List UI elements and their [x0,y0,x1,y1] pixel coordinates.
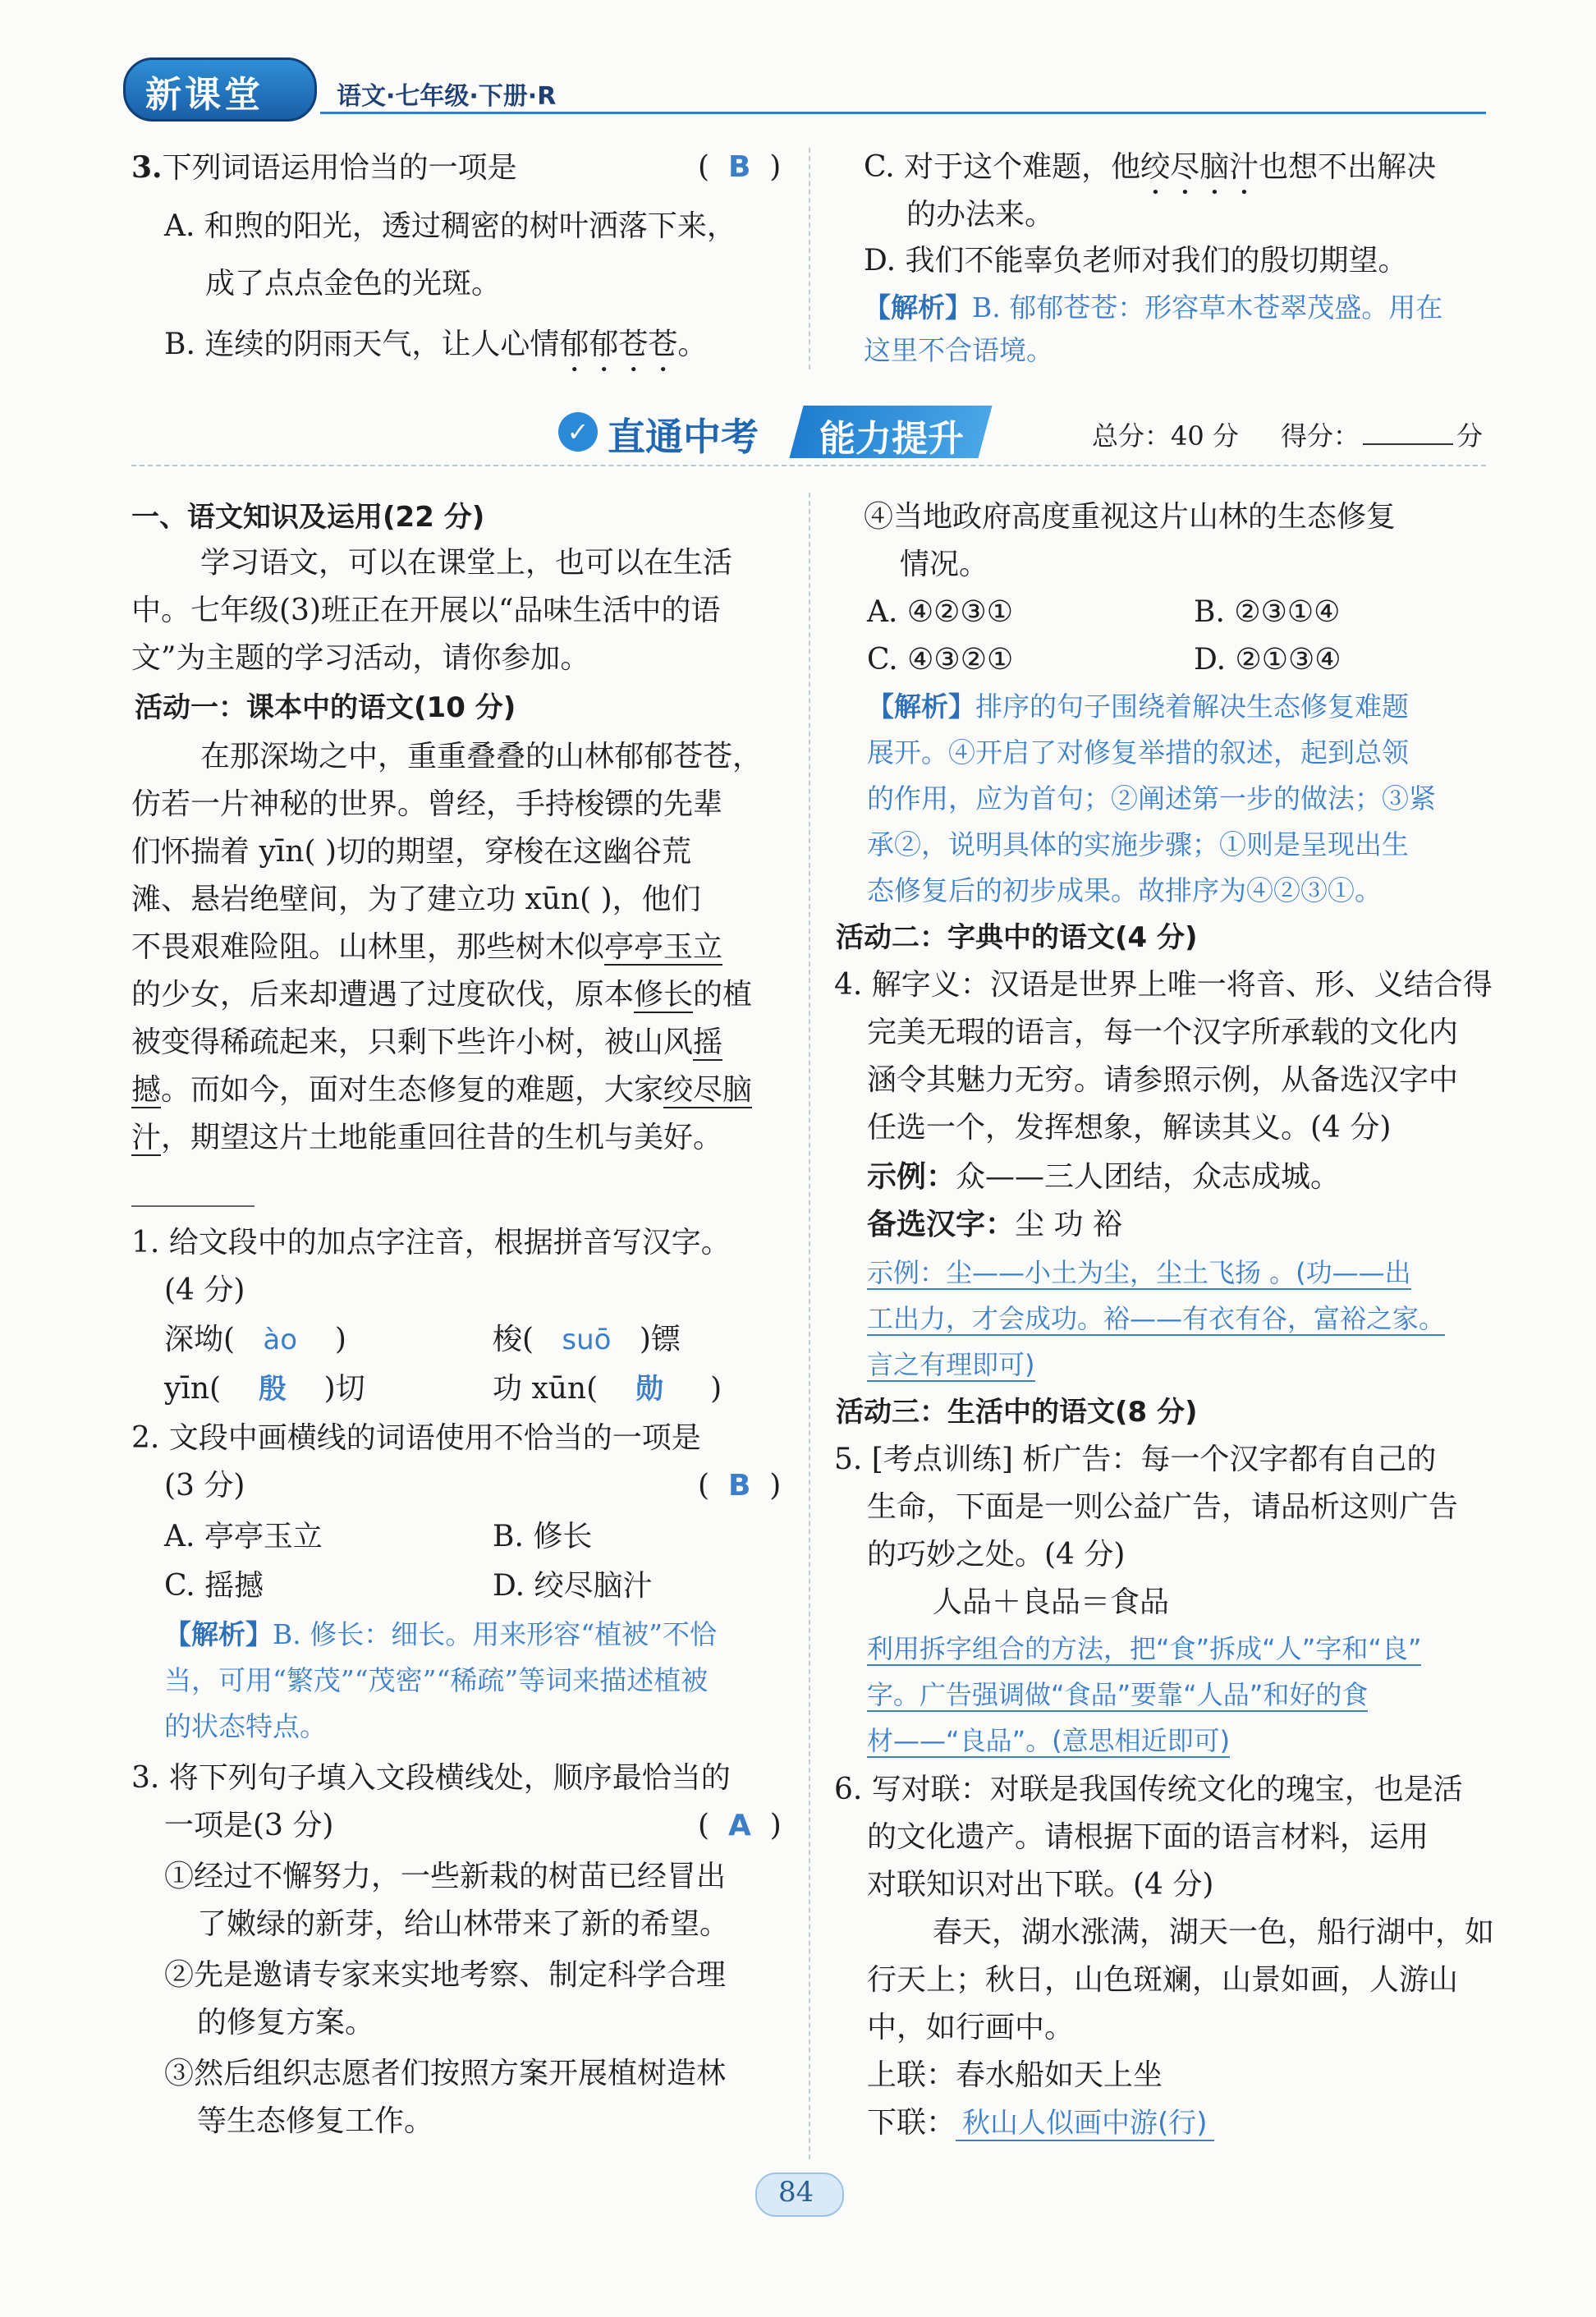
q3-explanation-3: 的作用，应为首句；②阐述第一步的做法；③紧 [867,782,1436,814]
passage-line-8: 撼。而如今，面对生态修复的难题，大家绞尽脑 [131,1073,753,1107]
q3-top-question: 3.下列词语运用恰当的一项是 [131,150,517,185]
q4-example: 示例：众——三人团结，众志成城。 [867,1160,1341,1194]
option-b: B. 连续的阴雨天气，让人心情郁郁苍苍。 [164,328,708,361]
q2-option-a: A. 亭亭玉立 [164,1520,323,1553]
q6-line-1: 6. 写对联：对联是我国传统文化的瑰宝，也是活 [834,1773,1463,1806]
q5-line-1: 5. [考点训练] 析广告：每一个汉字都有自己的 [834,1443,1437,1476]
top-explanation-line2: 这里不合语境。 [864,334,1053,366]
q4-answer-2: 工出力，才会成功。裕——有衣有谷，富裕之家。 [867,1303,1446,1334]
option-a-line2: 成了点点金色的光斑。 [205,267,502,301]
section-1-heading: 一、语文知识及运用(22 分) [131,501,485,534]
passage-line-6: 的少女，后来却遭遇了过度砍伐，原本修长的植 [131,978,753,1012]
check-circle-icon: ✓ [558,412,598,452]
intro-line-1: 学习语文，可以在课堂上，也可以在生活 [200,546,733,580]
q1-item-b: 梭( suō )镖 [493,1323,681,1356]
option-d: D. 我们不能辜负老师对我们的殷切期望。 [864,244,1408,278]
sentence-1-line-2: 了嫩绿的新芽，给山林带来了新的希望。 [197,1907,730,1941]
q3-option-c: C. ④③②① [867,643,1014,677]
q5-answer-3: 材——“良品”。(意思相近即可) [867,1725,1231,1756]
q4-answer-3: 言之有理即可) [867,1349,1035,1380]
q1-line-1: 1. 给文段中的加点字注音，根据拼音写汉字。 [131,1226,731,1259]
q6-upper-couplet: 上联：春水船如天上坐 [867,2058,1163,2092]
q3-line-1: 3. 将下列句子填入文段横线处，顺序最恰当的 [131,1761,731,1795]
logo-text: 新课堂 [145,74,264,116]
q3-explanation-2: 展开。④开启了对修复举措的叙述，起到总领 [867,736,1409,769]
q4-line-2: 完美无瑕的语言，每一个汉字所承载的文化内 [867,1016,1459,1049]
sentence-2-line-2: 的修复方案。 [197,2006,375,2039]
q2-answer: ( B ) [698,1469,782,1503]
q6-material-1: 春天，湖水涨满，湖天一色，船行湖中，如 [933,1916,1495,1949]
activity-3-heading: 活动三：生活中的语文(8 分) [836,1396,1198,1429]
q2-option-d: D. 绞尽脑汁 [493,1569,653,1603]
q4-answer-1: 示例：尘——小土为尘，尘土飞扬 。(功——出 [867,1257,1411,1288]
q3-option-d: D. ②①③④ [1194,643,1341,677]
q1-item-c: yīn( 殷 )切 [164,1372,365,1406]
sentence-4-line-2: 情况。 [900,548,989,581]
sentence-4-line-1: ④当地政府高度重视这片山林的生态修复 [864,500,1396,534]
q6-material-2: 行天上；秋日，山色斑斓，山景如画，人游山 [867,1963,1459,1997]
passage-line-3: 们怀揣着 yīn( )切的期望，穿梭在这幽谷荒 [131,835,692,869]
q2-explanation-1: 【解析】B. 修长：细长。用来形容“植被”不恰 [164,1618,717,1650]
header [123,57,1486,123]
sentence-2-line-1: ②先是邀请专家来实地考察、制定科学合理 [164,1958,727,1992]
section-banner [123,402,1486,461]
activity-1-heading: 活动一：课本中的语文(10 分) [135,691,516,724]
passage-line-5: 不畏艰难险阻。山林里，那些树木似亭亭玉立 [131,930,723,964]
q3-explanation-5: 态修复后的初步成果。故排序为④②③①。 [867,874,1382,906]
q3-explanation-4: 承②，说明具体的实施步骤；①则是呈现出生 [867,828,1409,860]
q5-answer-2: 字。广告强调做“食品”要靠“人品”和好的食 [867,1679,1369,1710]
q5-answer-1: 利用拆字组合的方法，把“食”拆成“人”字和“良” [867,1633,1422,1664]
logo-badge [123,57,317,122]
q6-material-3: 中，如行画中。 [867,2011,1075,2044]
banner-title-1: 直通中考 [608,415,759,459]
sentence-3-line-2: 等生态修复工作。 [197,2104,434,2138]
q2-option-c: C. 摇撼 [164,1569,264,1603]
q4-line-3: 涵令其魅力无穷。请参照示例，从备选汉字中 [867,1063,1459,1097]
header-rule [320,112,1486,114]
q5-line-3: 的巧妙之处。(4 分) [867,1538,1126,1571]
q4-line-1: 4. 解字义：汉语是世界上唯一将音、形、义结合得 [834,968,1493,1002]
passage-line-2: 仿若一片神秘的世界。曾经，手持梭镖的先辈 [131,787,723,821]
passage-line-4: 滩、悬岩绝壁间，为了建立功 xūn( )，他们 [131,883,701,916]
intro-line-3: 文”为主题的学习活动，请你参加。 [131,641,590,675]
passage-line-1: 在那深坳之中，重重叠叠的山林郁郁苍苍， [200,740,763,773]
sentence-1-line-1: ①经过不懈努力，一些新栽的树苗已经冒出 [164,1860,727,1893]
passage-line-9: 汁，期望这片土地能重回往昔的生机与美好。 [131,1121,723,1154]
column-divider [809,493,810,2159]
score-total: 总分：40 分 [1092,420,1239,452]
score-blank[interactable] [1363,443,1453,445]
q5-line-2: 生命，下面是一则公益广告，请品析这则广告 [867,1490,1459,1524]
option-a-line1: A. 和煦的阳光，透过稠密的树叶洒落下来， [164,209,736,243]
footnote-rule [131,1205,255,1207]
intro-line-2: 中。七年级(3)班正在开展以“品味生活中的语 [131,594,721,627]
q1-item-d: 功 xūn( 勋 ) [493,1372,722,1406]
passage-line-7: 被变得稀疏起来，只剩下些许小树，被山风摇 [131,1025,723,1059]
q2-option-b: B. 修长 [493,1520,593,1553]
q3-line-2: 一项是(3 分) [164,1809,334,1842]
q1-item-a: 深坳( ào ) [164,1323,346,1356]
q3-top-answer: ( B ) [698,150,782,184]
q2-line-1: 2. 文段中画横线的词语使用不恰当的一项是 [131,1421,701,1455]
q2-explanation-2: 当，可用“繁茂”“茂密”“稀疏”等词来描述植被 [164,1664,709,1696]
q4-candidates: 备选汉字：尘 功 裕 [867,1208,1122,1241]
header-subtitle: 语文·七年级·下册·R [337,82,557,111]
q6-line-3: 对联知识对出下联。(4 分) [867,1868,1214,1902]
option-c-line1: C. 对于这个难题，他绞尽脑汁也想不出解决 [864,150,1437,184]
score-label: 得分： [1281,420,1360,452]
option-c-line2: 的办法来。 [906,198,1055,232]
q3-option-a: A. ④②③① [867,595,1013,629]
q2-explanation-3: 的状态特点。 [164,1710,327,1742]
q4-line-4: 任选一个，发挥想象，解读其义。(4 分) [867,1111,1392,1145]
banner-rule [131,465,1486,466]
activity-2-heading: 活动二：字典中的语文(4 分) [836,921,1198,954]
top-explanation-line1: 【解析】B. 郁郁苍苍：形容草木苍翠茂盛。用在 [864,291,1443,323]
score-unit: 分 [1456,420,1484,452]
q5-ad: 人品＋良品＝食品 [933,1585,1170,1619]
page-number: 84 [778,2176,814,2209]
q2-line-2: (3 分) [164,1469,245,1503]
q6-line-2: 的文化遗产。请根据下面的语言材料，运用 [867,1820,1429,1854]
banner-title-2: 能力提升 [819,418,964,460]
q3-explanation-1: 【解析】排序的句子围绕着解决生态修复难题 [867,691,1409,723]
q1-line-2: (4 分) [164,1273,245,1307]
q3-answer: ( A ) [698,1809,782,1842]
sentence-3-line-1: ③然后组织志愿者们按照方案开展植树造林 [164,2057,727,2090]
q3-option-b: B. ②③①④ [1194,595,1341,629]
q6-lower-couplet: 下联： 秋山人似画中游(行) [867,2104,1214,2143]
column-divider-top [809,148,810,369]
